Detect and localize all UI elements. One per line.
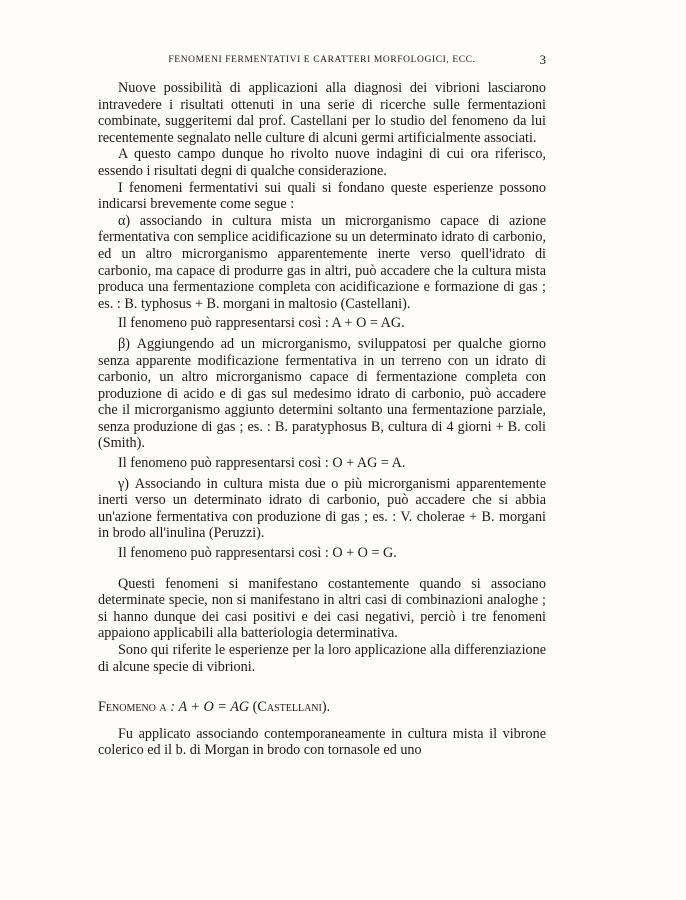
running-header: FENOMENI FERMENTATIVI E CARATTERI MORFOLOGICI, ECC. (168, 55, 476, 65)
paragraph-gamma: γ) Associando in cultura mista due o più microrganismi apparentemente inerti verso un determinato idrato di carbonio, può accadere che si abbia un'azione fermentativa con produzione di gas ; es. : V. cholerae + B. morgani in brodo all'inulina (Peruzzi). (98, 475, 546, 542)
body-text (98, 80, 546, 759)
paragraph: A questo campo dunque ho rivolto nuove indagini di cui ora riferisco, essendo i risultati degni di qualche considerazione. (98, 146, 546, 179)
section-author: (Castellani). (252, 699, 331, 716)
paragraph: Questi fenomeni si manifestano costantemente quando si associano determinate specie, non si manifestano in altri casi di combinazioni analoghe ; si hanno dunque dei casi positivi e dei casi negativi, perciò i tre fenomeni appaiono applicabili alla batteriologia determinativa. (98, 575, 546, 642)
paragraph: Sono qui riferite le esperienze per la loro applicazione alla differenziazione di alcune specie di vibrioni. (98, 642, 546, 675)
paragraph-beta: β) Aggiungendo ad un microrganismo, sviluppatosi per qualche giorno senza apparente modificazione fermentativa in un terreno con un idrato di carbonio, un altro microrganismo capace di fermentazione completa con produzione di acido e di gas sul medesimo idrato di carbonio, può accadere che il microrganismo aggiunto determini soltanto una fermentazione parziale, senza produzione di gas ; es. : B. paratyphosus B, cultura di 4 giorni + B. coli (Smith). (98, 335, 546, 452)
formula-beta: Il fenomeno può rappresentarsi così : O + AG = A. (118, 455, 406, 472)
paragraph: Nuove possibilità di applicazioni alla diagnosi dei vibrioni lasciarono intravedere i risultati ottenuti in una serie di ricerche sulle fermentazioni combinate, suggeritemi dal prof. Castellani per lo studio del fenomeno da lui recentemente segnalato nelle culture di alcuni germi artificialmente associati. (98, 80, 546, 146)
section-heading (98, 699, 546, 716)
paragraph-closing: Fu applicato associando contemporaneamente in cultura mista il vibrone colerico ed il b. di Morgan in brodo con tornasole ed uno (98, 725, 546, 759)
section-label: Fenomeno α (98, 699, 167, 716)
page-number: 3 (539, 52, 546, 67)
paragraph-alpha: α) associando in cultura mista un microrganismo capace di azione fermentativa con semplice acidificazione su un determinato idrato di carbonio, ed un altro microrganismo apparentemente inerte verso quell'idrato di carbonio, ma capace di produrre gas in altri, può accadere che la cultura mista produca una fermentazione completa con acidificazione e formazione di gas ; es. : B. typhosus + B. morgani in maltosio (Castellani). (98, 212, 546, 312)
paragraph: I fenomeni fermentativi sui quali si fondano queste esperienze possono indicarsi brevemente come segue : (98, 179, 546, 213)
section-formula: : A + O = AG (170, 699, 250, 716)
formula-gamma: Il fenomeno può rappresentarsi così : O + O = G. (118, 545, 397, 562)
formula-alpha: Il fenomeno può rappresentarsi così : A + O = AG. (118, 315, 405, 332)
